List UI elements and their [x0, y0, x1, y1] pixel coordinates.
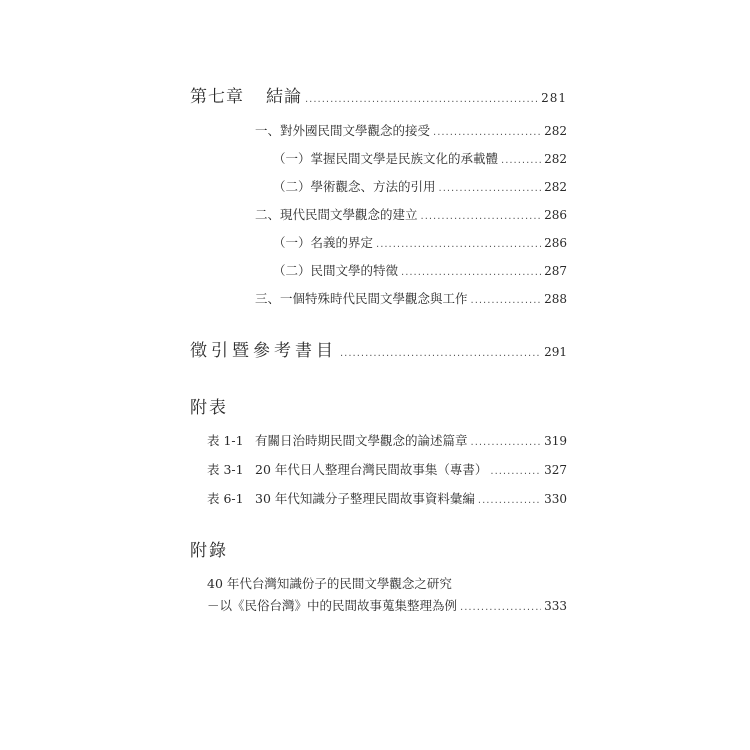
subsection-page: 282: [544, 180, 567, 194]
subsection-title: （二）學術觀念、方法的引用: [273, 179, 436, 194]
table-page: 327: [544, 463, 567, 477]
leader-dots: [478, 495, 541, 506]
table-page: 319: [544, 434, 567, 448]
leader-dots: [401, 267, 541, 278]
leader-dots: [433, 127, 541, 138]
leader-dots: [471, 437, 542, 448]
section-title: 二、現代民間文學觀念的建立: [255, 207, 418, 222]
appendix-title-line-2: －以《民俗台灣》中的民間故事蒐集整理為例: [207, 598, 458, 613]
chapter-7-entry: [190, 82, 567, 107]
subsection-page: 282: [544, 152, 567, 166]
subsection-entry: [273, 177, 567, 195]
leader-dots: [376, 239, 541, 250]
bibliography-entry: [190, 336, 567, 361]
subsection-entry: [273, 261, 567, 279]
appendix-heading: 附錄: [190, 541, 228, 561]
table-entry: [207, 431, 567, 449]
table-label: 表 3-1: [207, 462, 244, 477]
chapter-page: 281: [541, 91, 567, 105]
section-entry: [255, 289, 567, 307]
subsection-title: （一）名義的界定: [273, 235, 374, 250]
subsection-page: 287: [544, 264, 567, 278]
table-entry: [207, 489, 567, 507]
leader-dots: [439, 183, 542, 194]
appendix-entry: [207, 596, 567, 614]
table-entry: [207, 460, 567, 478]
leader-dots: [471, 295, 542, 306]
chapter-title: 結論: [266, 87, 302, 107]
leader-dots: [305, 94, 538, 105]
section-page: 288: [544, 292, 567, 306]
table-label: 表 1-1: [207, 433, 244, 448]
table-label: 表 6-1: [207, 491, 244, 506]
leader-dots: [490, 466, 541, 477]
leader-dots: [501, 155, 541, 166]
appendix-tables-heading: 附表: [190, 398, 228, 418]
table-title: 有關日治時期民間文學觀念的論述篇章: [255, 433, 468, 448]
bibliography-page: 291: [544, 345, 567, 359]
subsection-title: （一）掌握民間文學是民族文化的承載體: [273, 151, 499, 166]
section-entry: [255, 121, 567, 139]
leader-dots: [421, 211, 542, 222]
subsection-entry: [273, 233, 567, 251]
section-entry: [255, 205, 567, 223]
leader-dots: [340, 348, 541, 359]
appendix-page: 333: [544, 599, 567, 613]
section-page: 282: [544, 124, 567, 138]
bibliography-title: 徵引暨參考書目: [190, 341, 337, 361]
subsection-page: 286: [544, 236, 567, 250]
subsection-entry: [273, 149, 567, 167]
section-title: 三、一個特殊時代民間文學觀念與工作: [255, 291, 468, 306]
table-title: 20 年代日人整理台灣民間故事集（專書）: [255, 462, 488, 477]
leader-dots: [460, 602, 541, 613]
section-page: 286: [544, 208, 567, 222]
appendix-title-line-1: 40 年代台灣知識份子的民間文學觀念之研究: [207, 576, 452, 591]
subsection-title: （二）民間文學的特徵: [273, 263, 399, 278]
table-page: 330: [544, 492, 567, 506]
table-title: 30 年代知識分子整理民間故事資料彙編: [255, 491, 475, 506]
chapter-number: 第七章: [190, 87, 244, 107]
section-title: 一、對外國民間文學觀念的接受: [255, 123, 431, 138]
